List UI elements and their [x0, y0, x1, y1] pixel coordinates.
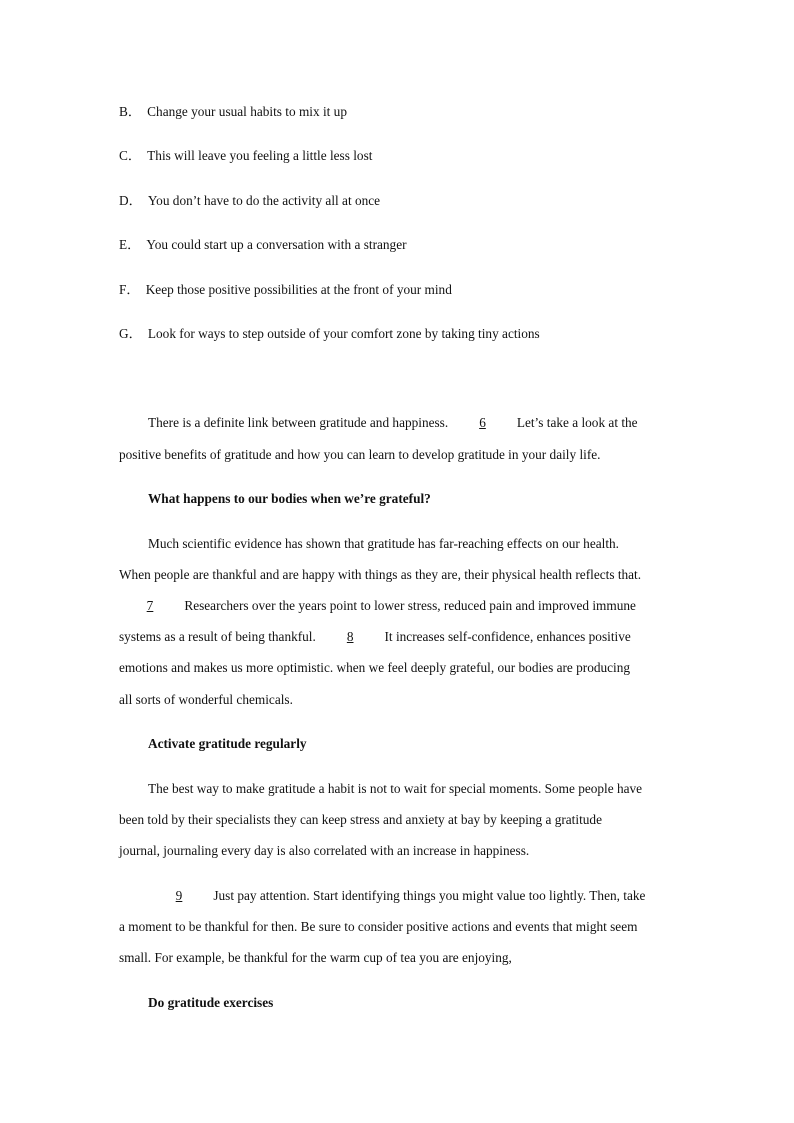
option-b — [119, 104, 347, 120]
blank-8[interactable]: 8 — [346, 629, 354, 644]
paragraph-line — [119, 629, 631, 645]
paragraph-line: a moment to be thankful for then. Be sure to consider positive actions and events that might seem — [119, 919, 638, 934]
text-run: systems as a result of being thankful. — [119, 629, 316, 644]
option-e — [119, 237, 407, 253]
option-f — [119, 282, 452, 298]
section-heading: Do gratitude exercises — [148, 995, 274, 1010]
option-letter: B． — [119, 104, 142, 119]
option-text: Keep those positive possibilities at the front of your mind — [145, 282, 452, 297]
paragraph-line: journal, journaling every day is also correlated with an increase in happiness. — [119, 843, 530, 858]
option-g — [119, 326, 540, 342]
paragraph-line: emotions and makes us more optimistic. when we feel deeply grateful, our bodies are producing — [119, 660, 631, 675]
paragraph-line: all sorts of wonderful chemicals. — [119, 692, 293, 707]
option-text: This will leave you feeling a little less lost — [147, 148, 373, 163]
blank-9[interactable]: 9 — [175, 888, 183, 903]
paragraph-line — [148, 888, 645, 904]
text-run: It increases self-confidence, enhances positive — [384, 629, 631, 644]
paragraph-line — [148, 415, 638, 431]
option-text: You don’t have to do the activity all at once — [147, 193, 381, 208]
paragraph-line: positive benefits of gratitude and how you can learn to develop gratitude in your daily life. — [119, 447, 601, 462]
blank-7[interactable]: 7 — [146, 598, 154, 613]
option-text: Look for ways to step outside of your comfort zone by taking tiny actions — [147, 326, 540, 341]
section-heading: Activate gratitude regularly — [148, 736, 307, 751]
text-run: Let’s take a look at the — [516, 415, 638, 430]
option-letter: D． — [119, 193, 142, 208]
option-d — [119, 193, 380, 209]
section-heading: What happens to our bodies when we’re grateful? — [148, 491, 431, 506]
option-letter: C． — [119, 148, 142, 163]
text-run: Just pay attention. Start identifying things you might value too lightly. Then, take — [213, 888, 646, 903]
option-text: Change your usual habits to mix it up — [147, 104, 347, 119]
option-c — [119, 148, 372, 164]
option-letter: F． — [119, 282, 140, 297]
paragraph-line: Much scientific evidence has shown that gratitude has far-reaching effects on our health. — [148, 536, 619, 551]
paragraph-line: The best way to make gratitude a habit is not to wait for special moments. Some people have — [148, 781, 643, 796]
paragraph-line: small. For example, be thankful for the warm cup of tea you are enjoying, — [119, 950, 512, 965]
paragraph-line: When people are thankful and are happy with things as they are, their physical health reflects that. — [119, 567, 642, 582]
option-text: You could start up a conversation with a stranger — [146, 237, 407, 252]
blank-6[interactable]: 6 — [479, 415, 486, 430]
text-run: Researchers over the years point to lower stress, reduced pain and improved immune — [184, 598, 636, 613]
paragraph-line: been told by their specialists they can keep stress and anxiety at bay by keeping a gratitude — [119, 812, 602, 827]
option-letter: E． — [119, 237, 141, 252]
paragraph-line — [119, 598, 636, 614]
text-run: There is a definite link between gratitude and happiness. — [148, 415, 449, 430]
option-letter: G． — [119, 326, 142, 341]
